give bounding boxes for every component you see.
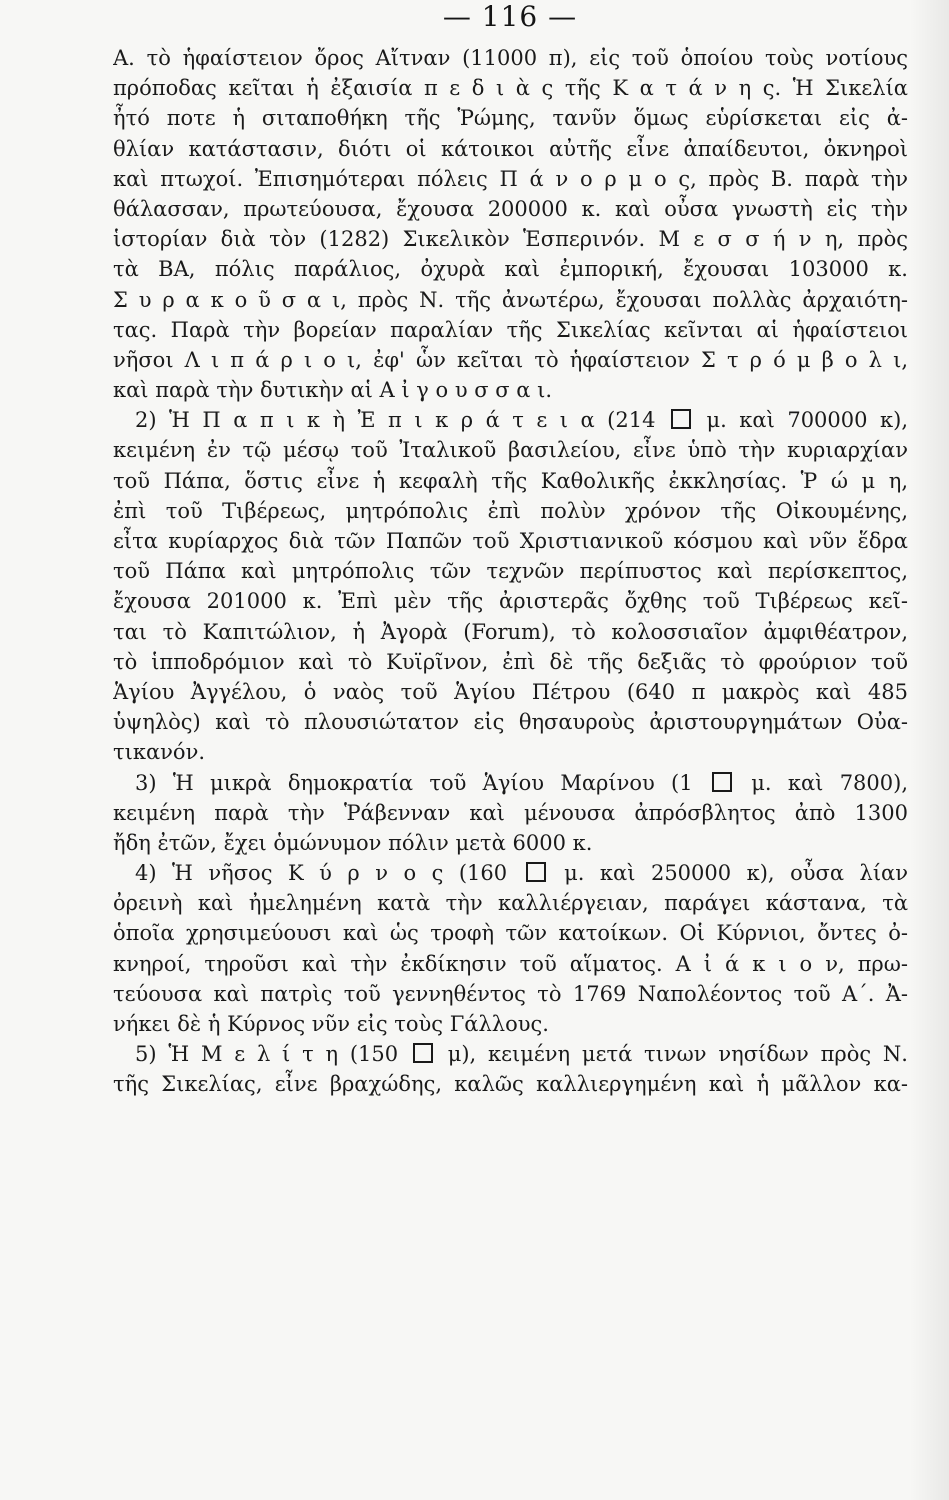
text-line: θάλασσαν, πρωτεύουσα, ἔχουσα 200000 κ. καὶ οὖσα γνωστὴ εἰς τὴν bbox=[113, 196, 908, 221]
text-line: νήκει δὲ ἡ Κύρνος νῦν εἰς τοὺς Γάλλους. bbox=[113, 1012, 549, 1036]
text-line: πρόποδας κεῖται ἡ ἐξαισία π ε δ ι ὰ ς τῆς Κ α τ ά ν η ς. Ἡ Σικελία bbox=[113, 76, 908, 101]
text-line: ται τὸ Καπιτώλιον, ἡ Ἀγορὰ (Forum), τὸ κολοσσιαῖον ἀμφιθέατρον, bbox=[113, 619, 908, 644]
text-line: καὶ πτωχοί. Ἐπισημότεραι πόλεις Π ά ν ο ρ μ ο ς, πρὸς Β. παρὰ τὴν bbox=[113, 166, 908, 191]
text-line: κνηροί, τηροῦσι καὶ τὴν ἐκδίκησιν τοῦ αἵματος. Α ἰ ά κ ι ο ν, πρω- bbox=[113, 951, 908, 976]
text-line: 4) Ἡ νῆσος Κ ύ ρ ν ο ς (160 μ. καὶ 250000 κ), οὖσα λίαν bbox=[135, 861, 908, 886]
text-line: ὀρεινὴ καὶ ἠμελημένη κατὰ τὴν καλλιέργειαν, παράγει κάστανα, τὰ bbox=[113, 891, 908, 916]
text-line: τεύουσα καὶ πατρὶς τοῦ γεννηθέντος τὸ 1769 Ναπολέοντος τοῦ Α΄. Ἀ- bbox=[113, 981, 908, 1006]
text-line: 2) Ἡ Π α π ι κ ὴ Ἐ π ι κ ρ ά τ ε ι α (214 μ. καὶ 700000 κ), bbox=[135, 408, 908, 433]
text-line: νῆσοι Λ ι π ά ρ ι ο ι, ἐφ' ὧν κεῖται τὸ ἡφαίστειον Σ τ ρ ό μ β ο λ ι, bbox=[113, 347, 908, 372]
square-unit-icon bbox=[413, 1043, 433, 1063]
page-number: — 116 — bbox=[442, 0, 578, 33]
body-text bbox=[113, 43, 908, 1100]
text-line: 5) Ἡ Μ ε λ ί τ η (150 μ), κειμένη μετά τινων νησίδων πρὸς Ν. bbox=[135, 1042, 908, 1067]
text-line: θλίαν κατάστασιν, διότι οἱ κάτοικοι αὐτῆς εἶνε ἀπαίδευτοι, ὀκνηροὶ bbox=[113, 136, 908, 161]
text-line: τῆς Σικελίας, εἶνε βραχώδης, καλῶς καλλιεργημένη καὶ ἡ μᾶλλον κα- bbox=[113, 1072, 908, 1097]
text-line: ὁποῖα χρησιμεύουσι καὶ ὡς τροφὴ τῶν κατοίκων. Οἱ Κύρνιοι, ὄντες ὀ- bbox=[113, 921, 908, 946]
text-line: τὰ ΒΑ, πόλις παράλιος, ὀχυρὰ καὶ ἐμπορική, ἔχουσαι 103000 κ. bbox=[113, 257, 908, 282]
text-line: ἱστορίαν διὰ τὸν (1282) Σικελικὸν Ἑσπερινόν. Μ ε σ σ ή ν η, πρὸς bbox=[113, 227, 908, 252]
text-line: ἦτό ποτε ἡ σιταποθήκη τῆς Ῥώμης, τανῦν ὅμως εὑρίσκεται εἰς ἀ- bbox=[113, 106, 908, 131]
square-unit-icon bbox=[671, 409, 691, 429]
text-line: τικανόν. bbox=[113, 740, 206, 765]
text-line: Σ υ ρ α κ ο ῦ σ α ι, πρὸς Ν. τῆς ἀνωτέρω, ἔχουσαι πολλὰς ἀρχαιότη- bbox=[113, 287, 908, 312]
text-line: ἔχουσα 201000 κ. Ἐπὶ μὲν τῆς ἀριστερᾶς ὄχθης τοῦ Τιβέρεως κεῖ- bbox=[113, 589, 908, 614]
text-line: A. τὸ ἡφαίστειον ὄρος Αἴτναν (11000 π), εἰς τοῦ ὁποίου τοὺς νοτίους bbox=[113, 46, 908, 70]
text-line: ἤδη ἐτῶν, ἔχει ὁμώνυμον πόλιν μετὰ 6000 κ. bbox=[113, 830, 593, 855]
text-line: τας. Παρὰ τὴν βορείαν παραλίαν τῆς Σικελίας κεῖνται αἱ ἡφαίστειοι bbox=[113, 317, 908, 342]
page-edge-shadow bbox=[909, 0, 949, 1500]
text-line: κειμένη παρὰ τὴν Ῥάβενναν καὶ μένουσα ἀπρόσβλητος ἀπὸ 1300 bbox=[113, 800, 908, 825]
text-line: τοῦ Πάπα καὶ μητρόπολις τῶν τεχνῶν περίπυστος καὶ περίσκεπτος, bbox=[113, 559, 908, 584]
text-line: τὸ ἱπποδρόμιον καὶ τὸ Κυϊρῖνον, ἐπὶ δὲ τῆς δεξιᾶς τὸ φρούριον τοῦ bbox=[113, 649, 908, 674]
text-line: ἐπὶ τοῦ Τιβέρεως, μητρόπολις ἐπὶ πολὺν χρόνον τῆς Οἰκουμένης, bbox=[113, 498, 908, 523]
text-line: Ἁγίου Ἀγγέλου, ὁ ναὸς τοῦ Ἁγίου Πέτρου (640 π μακρὸς καὶ 485 bbox=[113, 679, 908, 704]
square-unit-icon bbox=[712, 772, 732, 792]
text-line: τοῦ Πάπα, ὅστις εἶνε ἡ κεφαλὴ τῆς Καθολικῆς ἐκκλησίας. Ῥ ώ μ η, bbox=[113, 468, 908, 493]
text-line: 3) Ἡ μικρὰ δημοκρατία τοῦ Ἁγίου Μαρίνου (1 μ. καὶ 7800), bbox=[135, 770, 908, 795]
text-line: εἶτα κυρίαρχος διὰ τῶν Παπῶν τοῦ Χριστιανικοῦ κόσμου καὶ νῦν ἕδρα bbox=[113, 529, 908, 553]
square-unit-icon bbox=[526, 862, 546, 882]
text-line: καὶ παρὰ τὴν δυτικὴν αἱ Α ἰ γ ο υ σ σ α ι. bbox=[113, 378, 553, 403]
text-line: ὑψηλὸς) καὶ τὸ πλουσιώτατον εἰς θησαυροὺς ἀριστουργημάτων Οὐα- bbox=[113, 710, 908, 735]
text-line: κειμένη ἐν τῷ μέσῳ τοῦ Ἰταλικοῦ βασιλείου, εἶνε ὑπὸ τὴν κυριαρχίαν bbox=[113, 438, 908, 463]
